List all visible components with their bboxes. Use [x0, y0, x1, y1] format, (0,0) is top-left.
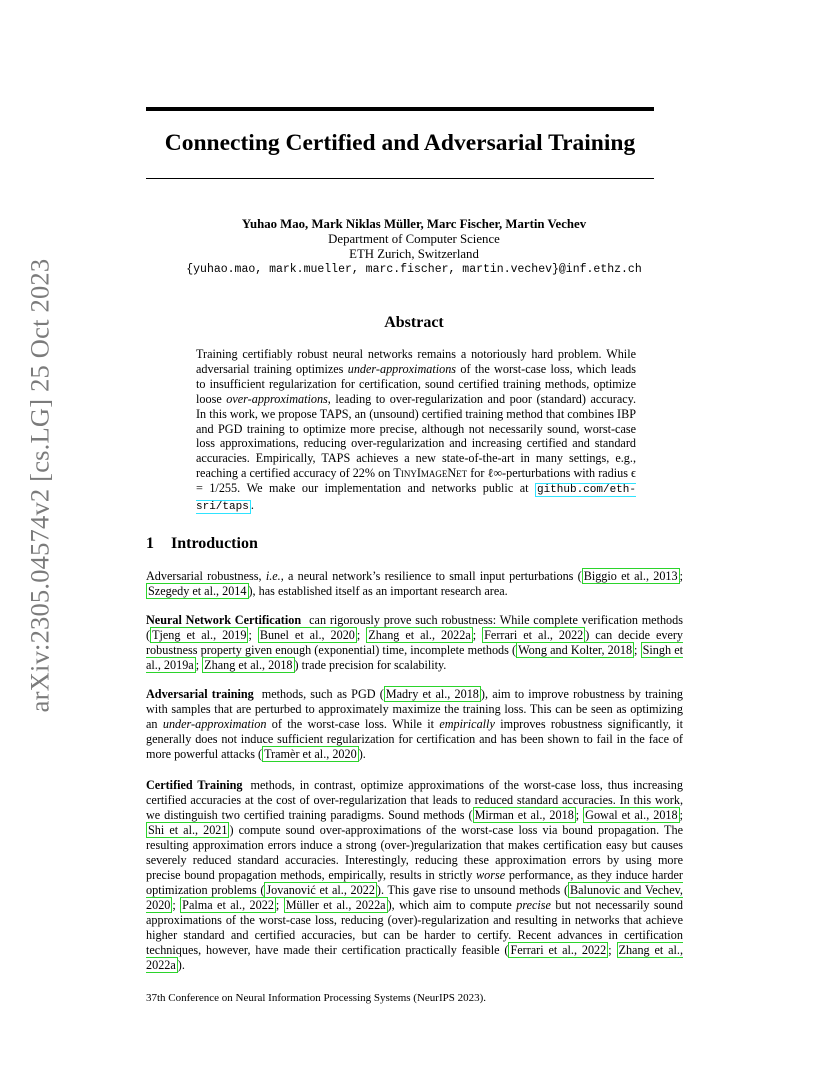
paragraph-emphasis: precise [516, 898, 551, 912]
paragraph-emphasis: empirically [439, 717, 495, 731]
paragraph-heading: Certified Training [146, 778, 243, 792]
paragraph-heading: Neural Network Certification [146, 613, 302, 627]
arxiv-sidebar-stamp [20, 258, 60, 712]
citation-link[interactable]: Zhang et al., 2018 [204, 658, 293, 672]
paragraph-text: ). [177, 958, 185, 972]
author-block [146, 217, 682, 277]
author-emails: {yuhao.mao, mark.mueller, marc.fischer, martin.vechev}@inf.ethz.ch [186, 263, 642, 276]
paper-title: Connecting Certified and Adversarial Training [164, 130, 636, 156]
title-top-rule [146, 107, 654, 111]
title-bottom-rule [146, 178, 654, 179]
citation-link[interactable]: Wong and Kolter, 2018 [518, 643, 633, 657]
citation-separator: ; [248, 628, 258, 642]
author-names: Yuhao Mao, Mark Niklas Müller, Marc Fischer, Martin Vechev [241, 217, 587, 231]
paragraph-text: ) can decide every robustness property given enough (exponential) time, incomplete methods ( [146, 628, 684, 657]
citation-separator: ; [634, 643, 641, 657]
citation-link[interactable]: Mirman et al., 2018 [474, 808, 574, 822]
paragraph-emphasis: worse [476, 868, 506, 882]
citation-link[interactable]: Zhang et al., 2022a [146, 943, 684, 972]
abstract-text: , leading to over-regularization and poor (standard) accuracy. In this work, we propose TAPS, an (unsound) certified training method that combines IBP and PGD training to optimize more precise, although not necessarily sound, worst-case loss approximations, reducing over-regularization and increasing certified and standard accuracies. Empirically, TAPS achieves a new state-of-the-art in many settings, e.g., reaching a certified accuracy of 22% on [196, 391, 636, 481]
paragraph-text: ) compute sound over-approximations of the worst-case loss via bound propagation. The resulting approximation errors induce a strong (over-)regularization that makes certification easy but causes severely reduced standard accuracies. Interestingly, reducing these approximation errors by using more precise bound propagation methods, empirically, results in strictly [146, 823, 683, 882]
paragraph-text: ), aim to improve robustness by training with samples that are perturbed to approximately maximize the training loss. This can be seen as optimizing an [146, 687, 684, 731]
dataset-name: TinyImageNet [393, 466, 468, 481]
paragraph-text: ). [358, 747, 366, 761]
github-link[interactable]: github.com/eth-sri/taps [196, 484, 636, 514]
citation-separator: ; [679, 808, 683, 822]
citation-link[interactable]: Gowal et al., 2018 [585, 808, 678, 822]
paragraph-text: improves robustness significantly, it generally does not induce sufficient regularization for certification and has been shown to fail in the face of more powerful attacks ( [146, 717, 683, 761]
abstract-text: of the worst-case loss, which leads to insufficient regularization for certification, sound certified training methods, optimize loose [196, 361, 636, 406]
citation-separator: ; [275, 898, 284, 912]
abstract-heading: Abstract [384, 314, 444, 331]
paragraph-text: but not necessarily sound approximations of the worst-case loss, reducing (over)-regularization and resulting in networks that achieve higher standard and certified accuracies, but can be harder to certify. Recent advances in certification techniques, however, have made their certification practically feasible ( [146, 898, 683, 957]
citation-separator: ; [679, 569, 683, 583]
citation-link[interactable]: Zhang et al., 2022a [368, 628, 471, 642]
citation-separator: ; [608, 943, 617, 957]
paragraph-text: can rigorously prove such robustness: While complete verification methods ( [146, 613, 683, 642]
intro-paragraph [146, 569, 683, 599]
author-institution: ETH Zurich, Switzerland [349, 247, 479, 261]
citation-separator: ; [575, 808, 584, 822]
paragraph-heading: Adversarial training [146, 687, 254, 701]
certified-training-paragraph [146, 778, 683, 973]
paragraph-text: ). This gave rise to unsound methods ( [376, 883, 569, 897]
paragraph-text: performance, as they induce harder optimization problems ( [146, 868, 683, 897]
abstract-emphasis: under-approximations [347, 361, 457, 376]
citation-link[interactable]: Palma et al., 2022 [182, 898, 274, 912]
section-heading [146, 535, 258, 553]
citation-link[interactable]: Tjeng et al., 2019 [152, 628, 247, 642]
paragraph-text: of the worst-case loss. While it [266, 717, 440, 731]
paragraph-text: Adversarial robustness, [146, 569, 266, 583]
abstract-text: Training certifiably robust neural networks remains a notoriously hard problem. While adversarial training optimizes [196, 347, 636, 376]
paragraph-emphasis: under-approximation [162, 717, 267, 731]
citation-link[interactable]: Ferrari et al., 2022 [484, 628, 584, 642]
paragraph-text: methods, in contrast, optimize approximations of the worst-case loss, thus increasing certified accuracies at the cost of over-regularization that leads to reduced standard accuracies. In this work, we distinguish two certified training paradigms. Sound methods ( [146, 778, 683, 822]
arxiv-identifier: arXiv:2305.04574v2 [cs.LG] 25 Oct 2023 [24, 258, 55, 712]
citation-link[interactable]: Müller et al., 2022a [285, 898, 386, 912]
certification-paragraph [146, 613, 683, 673]
paragraph-text: ), has established itself as an important research area. [248, 584, 508, 598]
author-department: Department of Computer Science [328, 232, 500, 246]
abstract-text: for ℓ∞-perturbations with radius ϵ = 1/255. We make our implementation and networks public at [196, 466, 636, 496]
citation-link[interactable]: Jovanović et al., 2022 [266, 883, 375, 897]
citation-link[interactable]: Shi et al., 2021 [148, 823, 228, 837]
citation-link[interactable]: Biggio et al., 2013 [583, 569, 678, 583]
citation-link[interactable]: Madry et al., 2018 [385, 687, 479, 701]
citation-link[interactable]: Ferrari et al., 2022 [510, 943, 607, 957]
citation-separator: ; [472, 628, 483, 642]
citation-link[interactable]: Singh et al., 2019a [146, 643, 683, 672]
paragraph-text: methods, such as PGD ( [261, 687, 384, 701]
citation-separator: ; [195, 658, 203, 672]
paragraph-emphasis: i.e. [265, 569, 281, 583]
citation-separator: ; [356, 628, 367, 642]
citation-link[interactable]: Tramèr et al., 2020 [264, 747, 357, 761]
citation-link[interactable]: Bunel et al., 2020 [259, 628, 355, 642]
abstract-text: . [250, 498, 254, 513]
citation-link[interactable]: Szegedy et al., 2014 [148, 584, 247, 598]
conference-footnote: 37th Conference on Neural Information Processing Systems (NeurIPS 2023). [146, 992, 487, 1004]
section-number: 1 [146, 535, 154, 552]
abstract-body [196, 347, 636, 515]
citation-separator: ; [172, 898, 181, 912]
paragraph-text: , a neural network’s resilience to small input perturbations ( [280, 569, 582, 583]
citation-link[interactable]: Balunovic and Vechev, 2020 [146, 883, 683, 912]
section-title: Introduction [171, 535, 258, 552]
abstract-emphasis: over-approximations [226, 391, 328, 406]
adversarial-training-paragraph [146, 687, 683, 762]
paragraph-text: ) trade precision for scalability. [294, 658, 447, 672]
paragraph-text: ), which aim to compute [387, 898, 517, 912]
